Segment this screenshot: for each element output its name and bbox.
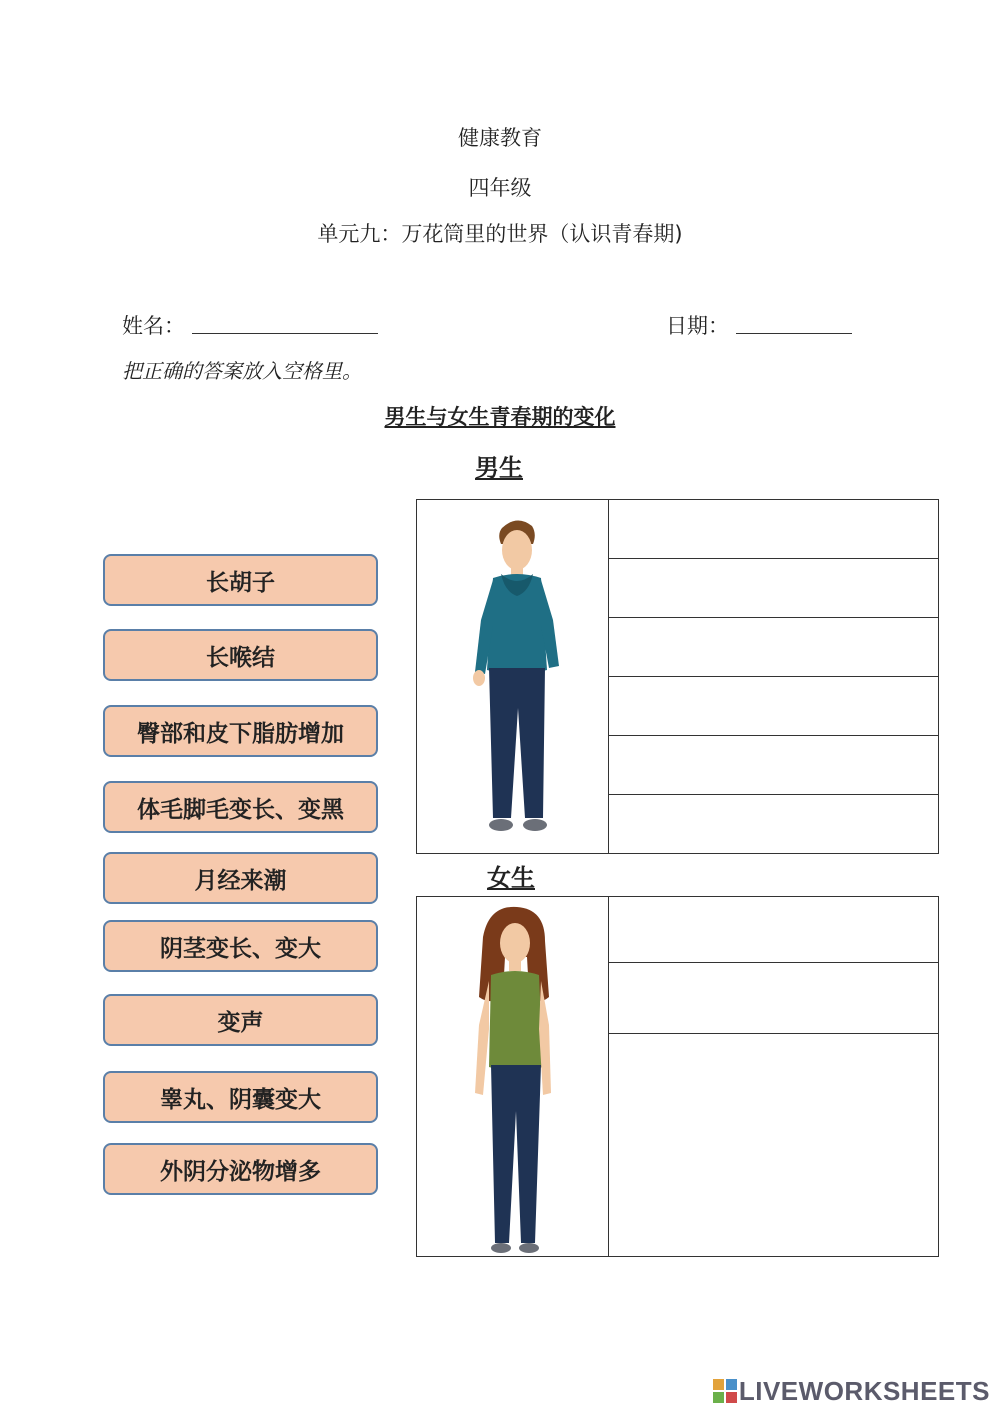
name-label: 姓名：	[122, 314, 185, 338]
option-chip[interactable]: 月经来潮	[103, 852, 378, 904]
male-answer-slot[interactable]	[609, 500, 938, 559]
date-label: 日期：	[666, 314, 729, 338]
option-chip[interactable]: 外阴分泌物增多	[103, 1143, 378, 1195]
brand-logo	[713, 1376, 990, 1407]
male-answer-slot[interactable]	[609, 677, 938, 736]
male-answer-slot[interactable]	[609, 559, 938, 618]
female-answer-slot[interactable]	[609, 1034, 938, 1256]
male-table	[416, 499, 939, 854]
option-chip[interactable]: 阴茎变长、变大	[103, 920, 378, 972]
female-table	[416, 896, 939, 1257]
unit-title: 单元九：万花筒里的世界（认识青春期)	[317, 222, 683, 246]
female-figure-image	[417, 897, 607, 1256]
option-chip[interactable]: 睾丸、阴囊变大	[103, 1071, 378, 1123]
male-title: 男生	[475, 454, 523, 482]
option-chip[interactable]: 臀部和皮下脂肪增加	[103, 705, 378, 757]
female-answer-slot[interactable]	[609, 963, 938, 1034]
male-answer-slot[interactable]	[609, 618, 938, 677]
option-chip[interactable]: 长胡子	[103, 554, 378, 606]
brand-icon	[713, 1379, 737, 1403]
male-answer-slot[interactable]	[609, 736, 938, 795]
female-answer-slot[interactable]	[609, 897, 938, 963]
section-title	[0, 401, 1000, 431]
brand-text: LIVEWORKSHEETS	[738, 1376, 990, 1406]
option-chip[interactable]: 长喉结	[103, 629, 378, 681]
subject-title: 健康教育	[458, 126, 542, 150]
female-image-cell	[417, 897, 609, 1256]
name-field[interactable]	[192, 333, 378, 334]
male-answer-slot[interactable]	[609, 795, 938, 853]
option-chip[interactable]: 体毛脚毛变长、变黑	[103, 781, 378, 833]
instruction-text: 把正确的答案放入空格里。	[122, 359, 362, 383]
male-image-cell	[417, 500, 609, 853]
female-title: 女生	[458, 858, 564, 893]
section-title-text: 男生与女生青春期的变化	[384, 405, 616, 429]
option-chip[interactable]: 变声	[103, 994, 378, 1046]
date-field[interactable]	[736, 333, 852, 334]
grade-title: 四年级	[468, 176, 532, 200]
male-figure-image	[417, 500, 607, 853]
